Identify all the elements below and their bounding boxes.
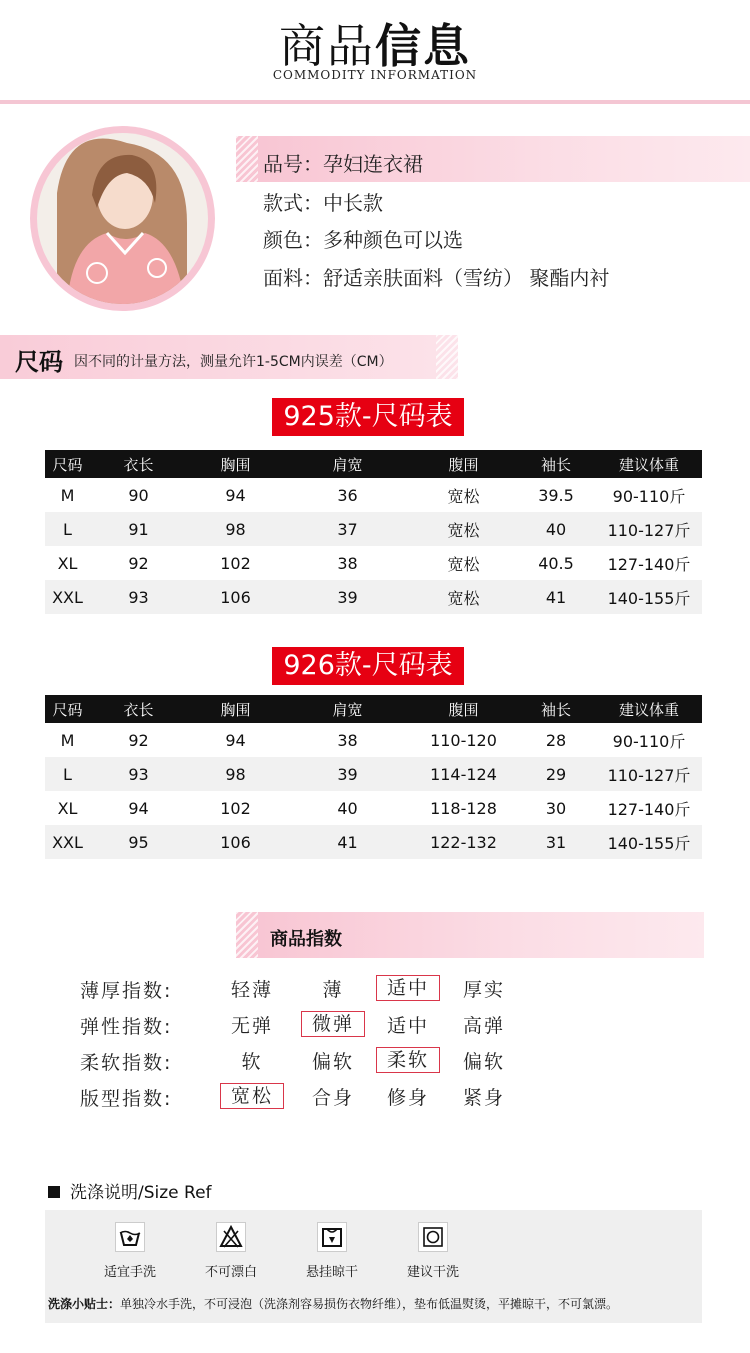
table-row — [45, 546, 702, 580]
table-cell: 122-132 — [430, 832, 497, 852]
size-table-926 — [45, 695, 702, 859]
index-option: 偏软 — [462, 1051, 505, 1073]
table-cell: 118-128 — [430, 798, 497, 818]
table-cell: M — [60, 730, 75, 750]
index-label: 柔软指数: — [80, 1052, 173, 1074]
header-cell: 衣长 — [123, 455, 154, 474]
table-cell: 110-120 — [430, 730, 497, 750]
hang-dry-icon — [317, 1222, 347, 1252]
table-cell: M — [60, 485, 75, 505]
wash-label-no-bleach: 不可漂白 — [204, 1265, 257, 1280]
info-item-style: 款式：中长款 — [263, 191, 383, 215]
size-note: 因不同的计量方法，测量允许1-5CM内误差（CM） — [74, 354, 393, 370]
header-cell: 袖长 — [540, 455, 571, 474]
index-label: 薄厚指数: — [80, 980, 173, 1002]
table-cell: 38 — [337, 553, 358, 573]
table-cell: 39 — [337, 764, 358, 784]
header-cell: 尺码 — [52, 455, 83, 474]
page-subtitle: COMMODITY INFORMATION — [272, 68, 478, 82]
header-cell: 袖长 — [540, 700, 571, 719]
square-bullet-icon — [48, 1186, 60, 1198]
table-row — [45, 478, 702, 512]
dry-clean-icon — [418, 1222, 448, 1252]
table-cell: 94 — [225, 485, 246, 505]
index-option: 无弹 — [230, 1015, 273, 1037]
table-cell: 37 — [337, 519, 358, 539]
table-cell: 36 — [337, 485, 358, 505]
info-item-number: 品号：孕妇连衣裙 — [263, 152, 423, 176]
header-cell: 尺码 — [52, 700, 83, 719]
table-cell: 91 — [128, 519, 149, 539]
index-option: 偏软 — [311, 1051, 354, 1073]
table-cell: 90 — [128, 485, 149, 505]
header-divider — [0, 100, 750, 104]
wash-item-dry-clean — [388, 1222, 478, 1280]
table-header — [45, 695, 702, 723]
no-bleach-icon — [216, 1222, 246, 1252]
table-cell: XL — [57, 553, 78, 573]
page-title — [0, 10, 750, 76]
index-band-stripes — [236, 912, 258, 958]
table-cell: 140-155斤 — [607, 833, 691, 853]
table-cell: L — [63, 764, 72, 784]
wash-item-no-bleach — [186, 1222, 276, 1280]
index-option: 适中 — [386, 1015, 429, 1037]
wash-item-hand-wash — [85, 1222, 175, 1280]
header-cell: 建议体重 — [618, 700, 679, 719]
table-cell: 140-155斤 — [607, 588, 691, 608]
index-option: 高弹 — [462, 1015, 505, 1037]
table-cell: 40 — [545, 519, 567, 539]
index-title: 商品指数 — [270, 929, 342, 950]
header-cell: 胸围 — [220, 455, 251, 474]
table-cell: 90-110斤 — [612, 486, 686, 506]
table-cell: 94 — [225, 730, 246, 750]
table-cell: 38 — [337, 730, 358, 750]
table-cell: 30 — [545, 798, 567, 818]
table-cell: 106 — [220, 587, 251, 607]
size-band-stripes — [436, 335, 458, 379]
index-option: 修身 — [386, 1087, 429, 1109]
table-row — [45, 825, 702, 859]
size-title: 尺码 — [15, 348, 63, 376]
table-cell: 127-140斤 — [607, 799, 691, 819]
info-item-fabric: 面料：舒适亲肤面料（雪纺） 聚酯内衬 — [263, 266, 610, 290]
table-cell: 宽松 — [447, 554, 480, 574]
product-photo — [37, 133, 208, 304]
index-option: 紧身 — [462, 1087, 505, 1109]
index-option: 软 — [241, 1051, 263, 1073]
table-cell: 114-124 — [430, 764, 497, 784]
table-cell: 39 — [337, 587, 358, 607]
index-option: 轻薄 — [230, 979, 273, 1001]
table-cell: 39.5 — [538, 485, 574, 505]
wash-label-hang-dry: 悬挂晾干 — [305, 1265, 358, 1280]
index-label: 版型指数: — [80, 1088, 173, 1110]
table-cell: 95 — [128, 832, 149, 852]
table-cell: 40.5 — [538, 553, 574, 573]
header-cell: 肩宽 — [332, 700, 363, 719]
hand-wash-icon — [115, 1222, 145, 1252]
wash-heading — [48, 1178, 212, 1203]
index-option-selected: 微弹 — [301, 1011, 365, 1037]
wash-label-hand-wash: 适宜手洗 — [103, 1265, 156, 1280]
table-cell: 宽松 — [447, 486, 480, 506]
table-cell: XXL — [52, 832, 83, 852]
table-cell: 93 — [128, 764, 149, 784]
index-option-selected: 柔软 — [376, 1047, 440, 1073]
header-cell: 腹围 — [448, 700, 479, 719]
table-row — [45, 512, 702, 546]
table-cell: 94 — [128, 798, 149, 818]
table-cell: 41 — [545, 587, 567, 607]
header-cell: 胸围 — [220, 700, 251, 719]
title-light: 商品 — [279, 19, 375, 73]
wash-heading-text: 洗涤说明/Size Ref — [70, 1183, 212, 1203]
size-table-925-title: 925款-尺码表 — [272, 398, 464, 436]
index-option: 厚实 — [462, 979, 505, 1001]
size-table-926-title: 926款-尺码表 — [272, 647, 464, 685]
table-cell: 41 — [337, 832, 358, 852]
wash-tip — [48, 1295, 618, 1312]
table-cell: 110-127斤 — [607, 765, 691, 785]
table-cell: 102 — [220, 553, 251, 573]
header-cell: 衣长 — [123, 700, 154, 719]
wash-item-hang-dry — [287, 1222, 377, 1280]
index-option-selected: 宽松 — [220, 1083, 284, 1109]
table-row — [45, 757, 702, 791]
index-option: 薄 — [322, 979, 344, 1001]
table-cell: L — [63, 519, 72, 539]
table-cell: 93 — [128, 587, 149, 607]
table-cell: 28 — [545, 730, 567, 750]
table-cell: XXL — [52, 587, 83, 607]
table-cell: 31 — [545, 832, 567, 852]
table-cell: 98 — [225, 764, 246, 784]
table-row — [45, 723, 702, 757]
table-header — [45, 450, 702, 478]
index-option-selected: 适中 — [376, 975, 440, 1001]
table-row — [45, 580, 702, 614]
info-band-stripes — [236, 136, 258, 182]
table-cell: 92 — [128, 553, 149, 573]
table-cell: 40 — [337, 798, 358, 818]
table-cell: XL — [57, 798, 78, 818]
header-cell: 肩宽 — [332, 455, 363, 474]
header-cell: 建议体重 — [618, 455, 679, 474]
wash-tip-label: 洗涤小贴士： — [48, 1297, 121, 1311]
table-cell: 127-140斤 — [607, 554, 691, 574]
wash-label-dry-clean: 建议干洗 — [406, 1265, 459, 1280]
table-cell: 90-110斤 — [612, 731, 686, 751]
table-cell: 106 — [220, 832, 251, 852]
size-table-925 — [45, 450, 702, 614]
table-cell: 98 — [225, 519, 246, 539]
table-row — [45, 791, 702, 825]
table-cell: 110-127斤 — [607, 520, 691, 540]
header-cell: 腹围 — [448, 455, 479, 474]
index-option: 合身 — [311, 1087, 354, 1109]
table-cell: 宽松 — [447, 520, 480, 540]
table-cell: 102 — [220, 798, 251, 818]
table-cell: 92 — [128, 730, 149, 750]
title-bold: 信息 — [375, 19, 471, 73]
table-cell: 宽松 — [447, 588, 480, 608]
wash-tip-text: 单独冷水手洗，不可浸泡（洗涤剂容易损伤衣物纤维），垫布低温熨烫，平摊晾干，不可氯漂。 — [120, 1297, 619, 1311]
table-cell: 29 — [545, 764, 567, 784]
info-item-color: 颜色：多种颜色可以选 — [263, 228, 463, 252]
index-label: 弹性指数: — [80, 1016, 173, 1038]
